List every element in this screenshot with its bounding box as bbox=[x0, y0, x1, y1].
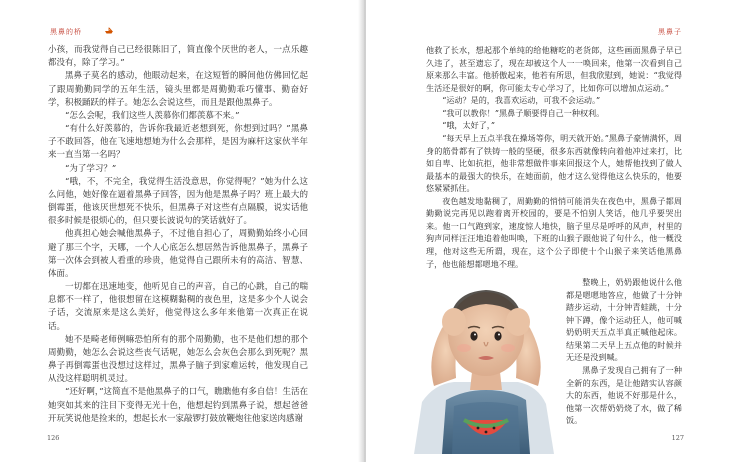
right-body-text bbox=[426, 44, 682, 270]
boy-covering-ears-illustration bbox=[394, 282, 578, 454]
body-paragraph: “运动？是的，我喜欢运动，可我不会运动。” bbox=[442, 95, 601, 106]
boat-ornament-icon bbox=[104, 27, 114, 34]
body-paragraph: 一切都在迅速地变，他听见自己的声音，自己的心跳，自己的喘息都不一样了，他很想留在这模糊黏稠的夜色里，这是多少个人说会子话，交流原来是这么美好，他觉得这么多年来他第一次真正在说话。 bbox=[48, 282, 308, 332]
right-side-text bbox=[566, 276, 682, 427]
left-body-text bbox=[48, 44, 308, 426]
page-number-left: 126 bbox=[47, 434, 60, 442]
body-paragraph: 整晚上，奶奶跟他说什么他都是嗯嗯地答应，他做了十分钟踏步运动，十分钟青蛙跳，十分钟下蹲，像个运动狂人，他可喊奶奶明天五点半真正喊他起床。结果第二天早上五点他的时候并无还是没到喊。 bbox=[566, 277, 682, 363]
body-paragraph: “哦，不，不完全，我觉得生活没意思，你觉得呢？”她为什么这么问他，她好像在逼着黑鼻子回答，因为他是黑鼻子吗？班上最大的倒霉蛋，他该厌世想死不快乐，但黑鼻子对这些有点隔膜，说实话他很多时候是很烦心的，但只要长波说句的笑话就好了。 bbox=[48, 176, 308, 227]
left-page bbox=[0, 0, 364, 462]
body-paragraph: “每天早上五点半我在操场等你，明天就开始。”黑鼻子豪情满怀，周身的筋骨都有了铁铸一般的坚硬，很多东西就像转向着他冲过来打，比如自卑、比如抗拒，他非常想做件事来回报这个人，她帮他找到了做人最基本的最强大的快乐，在她面前，他才这么觉得他这么快乐的，他要悠紧紧抓住。 bbox=[426, 132, 682, 194]
body-paragraph: 黑鼻子莫名的感动，他眼动起来，在这短暂的瞬间他仿佛回忆起了跟周勤勤同学的五年生活，镜头里都是周勤勤乖巧懂事、勤奋好学，积极踊跃的样子。她怎么会说这些，而且是跟他黑鼻子。 bbox=[48, 71, 308, 108]
running-head-left: 黑鼻的桥 bbox=[50, 28, 82, 36]
body-paragraph: “哦，太好了，” bbox=[442, 120, 495, 131]
body-paragraph: 他救了长水，想起那个单纯的给他糖吃的老货郎，这些画面黑鼻子早已久违了，甚至遗忘了，现在却被这个人一一唤回来，他第一次看到自己原来那么丰富。他骄傲起来，他若有所思，但我欣慰到，她说：“我觉得生活还是很好的啊，你可能太专心学习了，比如你可以增加点运动。” bbox=[426, 45, 682, 93]
body-paragraph: 他真担心她会喊他黑鼻子，不过他自担心了，周勤勤始终小心回避了那三个字，天哪，一个人心底怎么想居然告诉他黑鼻子，黑鼻子第一次体会到被人看重的珍贵，他觉得自己跟所未有的高洁、智慧、体面。 bbox=[48, 229, 308, 279]
right-page bbox=[366, 0, 730, 462]
body-paragraph: 夜色越发地黏稠了，周勤勤的悄悄可能消失在夜色中，黑鼻子都周勤勤说完再见以跑着离开校园的，要是不怕别人笑话，他几乎要哭出来。他一口气跑到家，速度惊人地快，脑子里尽是呼呼的风声，村里的狗声同样汪汪地追着他叫唤，下班的山猴子跟他说了句什么，他一概没理，他对这些无所谓，现在，这个公子即使十个山猴子来笑话他黑鼻子，他也能想都嗯地不理。 bbox=[426, 195, 682, 269]
body-paragraph: “有什么好羡慕的，告诉你我最近老想到死，你想到过吗？”黑鼻子不敢回答，他在飞速地想她为什么会那样，是因为麻杆这家伙半年来一直当第一名吗？ bbox=[48, 124, 308, 161]
page-number-right: 127 bbox=[671, 434, 684, 442]
body-paragraph: “为了学习？” bbox=[65, 163, 117, 174]
body-paragraph: 她不是畸老师例嘛恐怕所有的那个周勤勤，也不是他们想的那个周勤勤，她怎么会说这些丧气话呢，她怎么会灰色会那么到死呢？黑鼻子再倒霉蛋也没想过这样过，黑鼻子脑子到家难运转，他发现自己从没这样聪明机灵过。 bbox=[48, 334, 308, 385]
body-paragraph: 黑鼻子发现自己拥有了一种全新的东西，是让他踏实认容颜大的东西，他说不好那是什么，他第一次帮奶奶烧了水，做了稀饭。 bbox=[566, 364, 682, 426]
running-head-right: 黑鼻子 bbox=[658, 28, 682, 36]
body-paragraph: “我可以教你！”黑鼻子顺要得自己一种权利。 bbox=[442, 107, 605, 118]
body-paragraph: “怎么会呢，我们这些人羡慕你们都羡慕不来。” bbox=[65, 110, 240, 121]
body-paragraph: “还好啊，”这简直不是他黑鼻子的口气，瞧瞧他有多自信！生活在她突如其来的注目下变得无光十色，他想起钓到黑鼻子说，想起爸爸开玩笑说他是捡来的，想起长水一家敲锣打鼓放鞭炮往他家送肉感谢 bbox=[48, 387, 308, 424]
body-paragraph: 小孩，而我觉得自己已经很陈旧了，简直像个厌世的老人，一点乐趣都没有，除了学习。” bbox=[48, 45, 308, 69]
